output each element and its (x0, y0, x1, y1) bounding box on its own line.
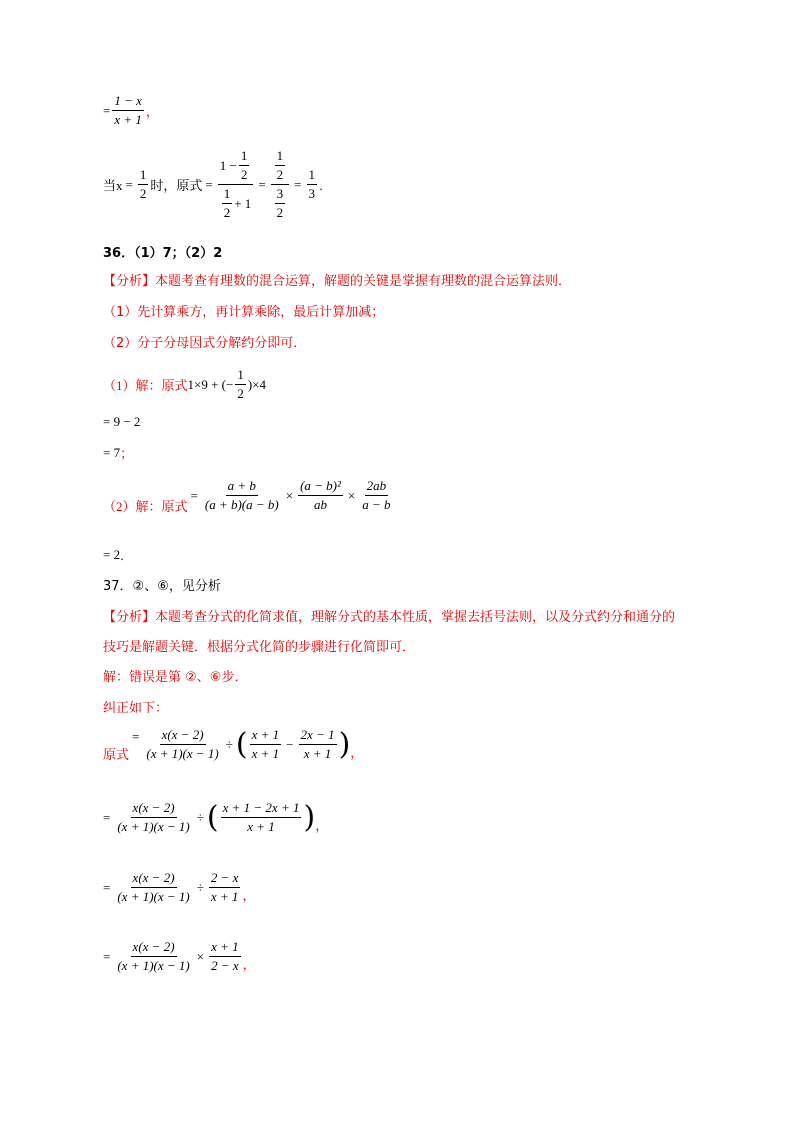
text-when-x: 当x (103, 178, 123, 193)
q36-analysis: 【分析】本题考查有理数的混合运算，解题的关键是掌握有理数的混合运算法则． (103, 274, 572, 289)
q37-title: 37．②、⑥，见分析 (103, 579, 221, 594)
solution-label: （2）解：原式 (103, 499, 188, 514)
q37-analysis-line2: 技巧是解题关键．根据分式化简的步骤进行化简即可． (103, 640, 416, 655)
q36-solution-1-result: = 7 ； (103, 444, 134, 461)
right-paren: ) (338, 726, 351, 762)
q37-step2: = $\frac{x(x - 2)}{(x + 1)(x - 1)}$ ÷ ( $\frac{x + 1 - 2x + 1}{x + 1}$ ) ， (103, 799, 329, 835)
fraction-half-over-three-halves: $\frac{\frac{1}{2}}{\frac{3}{2}}$ (271, 148, 290, 221)
equals-sign: = (103, 102, 111, 118)
q37-step3: = $\frac{x(x - 2)}{(x + 1)(x - 1)}$ ÷ $\frac{2 - x}{x + 1}$ ， (103, 870, 256, 904)
q37-correction-heading: 纠正如下： (103, 701, 169, 716)
q37-step4: = $\frac{x(x - 2)}{(x + 1)(x - 1)}$ × $\frac{x + 1}{2 - x}$ ， (103, 939, 256, 973)
q37-solve: 解：错误是第 ②、⑥步． (103, 670, 248, 685)
fraction: $\frac{1 - x}{x + 1}$ (114, 93, 142, 127)
q36-step2-hint: （2）分子分母因式分解约分即可． (103, 336, 307, 351)
left-paren: ( (206, 799, 219, 835)
line-substitution: 当x = $\frac{1}{2}$ 时，原式 = 1 − $\frac{1}{2}$ $\frac{1}{2}$ + 1 = $\frac{\frac{1}{2}}{\frac{3}{2}}$ = $\frac{1}{3}$ ． (103, 148, 333, 220)
line-result-fraction (103, 93, 159, 128)
solution-label: （1）解：原式 (103, 378, 188, 393)
fraction-one-third: $\frac{1}{3}$ (308, 167, 315, 201)
q37-analysis-line1: 【分析】本题考查分式的化简求值，理解分式的基本性质，掌握去括号法则，以及分式约分和通分的 (103, 610, 676, 625)
punctuation: ， (145, 104, 159, 119)
q36-solution-1-step2: = 9 − 2 (103, 414, 141, 429)
text-original-expression: 时，原式 (150, 178, 203, 193)
fraction-one-half: $\frac{1}{2}$ (139, 167, 147, 201)
complex-fraction: 1 − $\frac{1}{2}$ $\frac{1}{2}$ + 1 (219, 148, 252, 220)
q36-title: 36．（1）7；（2）2 (103, 246, 223, 261)
q36-solution-1: （1）解：原式 1×9 + (− $\frac{1}{2}$ )×4 (103, 367, 267, 401)
left-paren: ( (235, 726, 248, 762)
q36-solution-2: （2）解：原式 = $\frac{a + b}{(a + b)(a - b)}$ × $\frac{\text{(a − b)²}}{ab}$ × $\frac{2ab}{a - b}$ (103, 478, 391, 514)
q37-step1: 原式 = $\frac{x(x - 2)}{(x + 1)(x - 1)}$ ÷ ( $\frac{x + 1}{x + 1}$ − $\frac{2x - 1}{x + 1}$ ) ， (103, 726, 364, 762)
q36-step1-hint: （1）先计算乘方，再计算乘除，最后计算加减； (103, 305, 385, 320)
original-expression-label: 原式 (103, 747, 130, 762)
q36-solution-2-result: = 2 ． (103, 546, 134, 563)
right-paren: ) (303, 799, 316, 835)
